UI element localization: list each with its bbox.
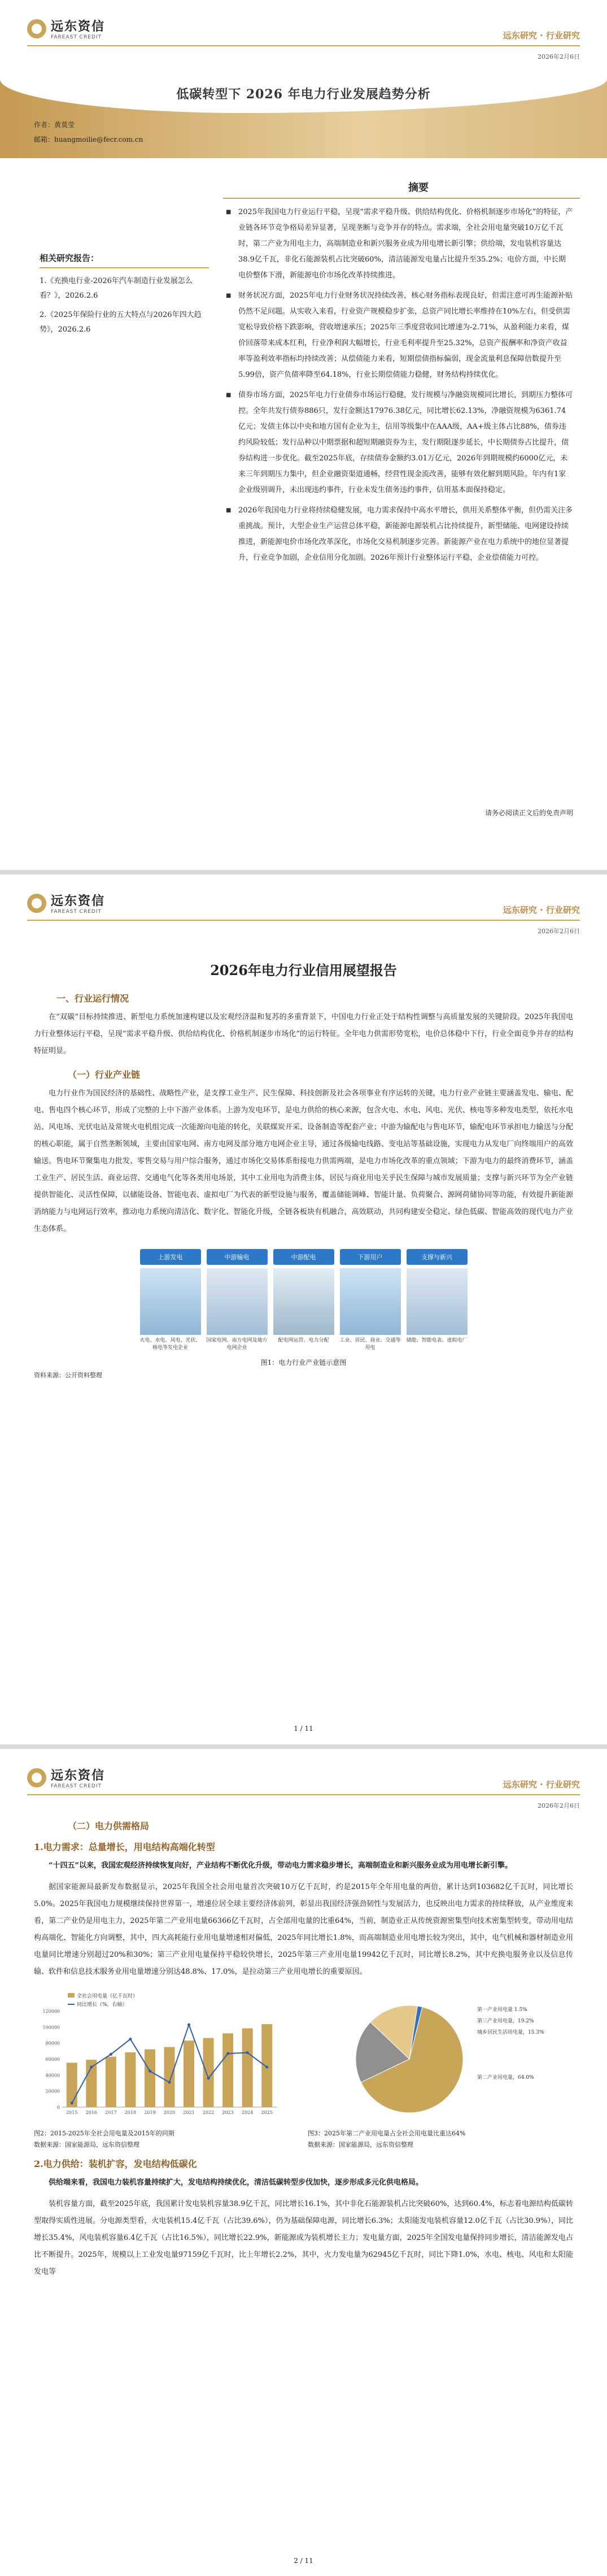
charts-row xyxy=(34,1988,573,2149)
company-logo xyxy=(27,1766,105,1789)
source-note: 资料来源：公开资料整理 xyxy=(34,1372,102,1379)
chain-column xyxy=(140,1249,201,1352)
y-tick-label: 40000 xyxy=(45,2073,60,2078)
bar xyxy=(164,2047,175,2107)
growth-point xyxy=(168,2081,171,2084)
pie-label: 第一产业用电量 1.5% xyxy=(477,2007,527,2013)
growth-point xyxy=(246,2051,249,2054)
storage-image xyxy=(407,1268,468,1335)
author-email: 邮箱：huangmoilie@fecr.com.cn xyxy=(34,136,143,143)
source-note: 数据来源：国家能源局，远东资信整理 xyxy=(308,2141,413,2148)
report-date: 2026年2月6日 xyxy=(538,53,580,60)
page-1 xyxy=(0,0,607,870)
pie-label: 第三产业用电量，19.2% xyxy=(477,2018,534,2024)
report-category: 远东研究 · 行业研究 xyxy=(503,31,580,41)
chain-caption: 国家电网、南方电网及地方电网企业 xyxy=(206,1338,268,1351)
consumer-image xyxy=(340,1268,401,1335)
figure-caption: 图3：2025年第二产业用电量占全社会用电量比重达64% xyxy=(308,2130,466,2137)
growth-point xyxy=(110,2053,112,2056)
header-divider xyxy=(27,920,580,921)
y-tick-label: 80000 xyxy=(45,2040,60,2046)
paragraph-lead: “十四五”以来，我国宏观经济持续恢复向好，产业结构不断优化升级，带动电力需求稳步增长，高端制造业和新兴服务业成为用电增长新引擎。 xyxy=(49,1861,512,1870)
subsection-heading: 1.电力需求：总量增长，用电结构高端化转型 xyxy=(34,1842,215,1852)
growth-point xyxy=(226,2052,229,2055)
report-date: 2026年2月6日 xyxy=(538,928,580,935)
y-tick-label: 20000 xyxy=(45,2088,60,2094)
chain-head: 中游配电 xyxy=(273,1249,334,1265)
paragraph: 在“双碳”目标持续推进、新型电力系统加速构建以及宏观经济温和复苏的多重背景下，中国电力行业正处于结构性调整与高质量发展的关键阶段。2025年我国电力行业整体运行平稳，呈现“需求平稳升级、供给结构优化、价格机制逐步市场化”的运行特征。全年电力供需形势宽松，电价总体稳中下行，行业全面竞争并存的结构特征明显。 xyxy=(34,1013,573,1055)
company-logo xyxy=(27,17,105,40)
substation-image xyxy=(273,1268,334,1335)
chain-column xyxy=(340,1249,401,1352)
y-tick-label: 60000 xyxy=(45,2057,60,2062)
chain-column xyxy=(407,1249,468,1352)
logo-cn: 远东资信 xyxy=(51,1769,106,1783)
subsection-heading: （一）行业产业链 xyxy=(68,1069,141,1080)
growth-point xyxy=(207,2077,210,2080)
report-date: 2026年2月6日 xyxy=(538,1802,580,1809)
growth-point xyxy=(265,2066,268,2069)
summary-body xyxy=(226,204,573,571)
summary-paragraph: ■ 2026年我国电力行业将持续稳健发展，电力需求保持中高水平增长，供用关系整体平衡，但仍需关注多重挑战。预计，大型企业生产运营总体平稳，新能源电源装机占比持续提升，新型储能、电网建设持续推进，新能源电价市场化改革深化，市场化交易机制逐步完善。新能源产业在电力系统中的地位显著提升，行业竞争加剧，企业信用分化加剧。2026年预计行业整体运行平稳，企业偿债能力可控。 xyxy=(226,503,573,566)
consumption-share-chart xyxy=(308,1988,573,2149)
related-title: 相关研究报告： xyxy=(40,252,209,268)
chain-head: 支撑与新兴 xyxy=(407,1249,468,1265)
chain-column xyxy=(273,1249,334,1352)
logo-cn: 远东资信 xyxy=(51,20,106,34)
growth-point xyxy=(71,2101,73,2104)
chain-caption: 工业、居民、商业、交通等用电 xyxy=(339,1338,401,1351)
related-item[interactable]: 1.《充换电行业-2026年汽车制造行业发展怎么看？》，2026.2.6 xyxy=(40,277,193,300)
y-tick-label: 120000 xyxy=(42,2009,60,2014)
legend-swatch xyxy=(68,1993,75,1998)
summary-paragraph: ■ 债券市场方面，2025年电力行业债券市场运行稳健，发行规模与净融资规模同比增长，到期压力整体可控。全年共发行债券886只，发行金额达17976.38亿元，同比增长62.13%，净融资规模为6361.74亿元；发债主体以中央和地方国有企业为主，信用等级集中在AAA级，AA+级主体占比88%，债券违约风险较低；发行品种以中期票据和超短期融资券为主，发行期限逐步延长，中长期债券占比提升，债券结构进一步优化。截至2025年底，存续债券金额约3.01万亿元，2026年到期规模约6000亿元，未来三年到期压力集中，但企业融资渠道通畅，经营性现金流改善，能够有效化解到期风险。年内有1家企业级别调升，未出现违约事件，行业未发生债务违约事件，信用基本面保持稳定。 xyxy=(226,388,573,498)
summary-divider xyxy=(223,198,580,199)
growth-point xyxy=(129,2038,132,2040)
bar xyxy=(242,2028,253,2107)
subsection-heading: （二）电力供需格局 xyxy=(68,1821,150,1831)
bar xyxy=(261,2024,272,2107)
figure-caption: 图1：电力行业产业链示意图 xyxy=(260,1359,347,1367)
source-note: 数据来源：国家能源局，远东资信整理 xyxy=(34,2141,139,2148)
bar xyxy=(67,2062,77,2107)
chain-head: 中游输电 xyxy=(207,1249,268,1265)
paragraph: 据国家能源局最新发布数据显示，2025年我国全社会用电量首次突破10万亿千瓦时，约是2015年全年用电量的两倍，累计达到103682亿千瓦时，同比增长5.0%。2025年我国电力规模继续保持世界第一，增速位居全球主要经济体前列，彰显出我国经济强劲韧性与发展活力，也反映出电力需求的持续释放，从产业维度来看，第二产业仍是用电主力，2025年第二产业用电量66366亿千瓦时，占全部用电量的比重64%，当前，制造业正从传统资源密集型向技术密集型转变，带动用电结构高端化、智能化方向调整，其中，四大高耗能行业用电量增速相对偏低，2025年同比增长1.8%，而高端制造业用电增长较为突出，其中，电气机械和器材制造业用电量同比增速分别超过20%和30%；第三产业用电量保持平稳较快增长，2025年第三产业用电量19942亿千瓦时，同比增长8.2%，其中充换电服务业以及信息传输、软件和信息技术服务业用电量增速分别达48.8%、17.0%，是拉动第三产业用电增长的重要原因。 xyxy=(34,1883,573,1976)
figure-caption: 图2：2015-2025年全社会用电量及2015年的同期 xyxy=(34,2130,174,2137)
chain-column xyxy=(207,1249,268,1352)
x-tick-label: 2021 xyxy=(183,2110,195,2115)
x-tick-label: 2018 xyxy=(124,2110,137,2115)
related-item[interactable]: 2.《2025年保险行业的五大特点与2026年四大趋势》，2026.2.6 xyxy=(40,311,202,334)
logo-en: FAREAST CREDIT xyxy=(51,34,102,40)
pie-label: 城乡居民生活用电量，15.3% xyxy=(477,2030,544,2035)
section-heading: 一、行业运行情况 xyxy=(56,993,129,1004)
logo-icon xyxy=(27,894,46,913)
legend-label: 全社会用电量（亿千瓦时） xyxy=(77,1994,138,1999)
paragraph: 电力行业作为国民经济的基础性、战略性产业，是支撑工业生产、民生保障、科技创新及社会各项事业有序运转的关键，电力行业产业链主要涵盖发电、输电、配电、售电四个核心环节，形成了完整的上中下游产业体系。上游为发电环节，是电力供给的核心来源，包含火电、水电、风电、光伏、核电等多种发电类型，依托水电站、风电场、光伏电站及常规火电机组完成一次能源向电能的转化，关联煤炭开采、设备制造等配套产业；中游为输配电与售电环节，输配电环节承担电力输送与分配的核心职能，属于自然垄断领域，主要由国家电网、南方电网及部分地方电网企业主导，通过各级输电线路、变电站等基础设施，实现电力从发电厂向终端用户的高效输送。售电环节聚集电力批发、零售交易与用户综合服务，通过市场化交易体系衔接电力供需两端，是电力市场化改革的重点领域；下游为电力的最终消费环节，涵盖工业生产、居民生活、商业运营、交通电气化等各类用电场景，其中工业用电为消费主体，居民与商业用电关乎民生保障与城市发展质量；支撑与新兴环节为全产业链提供智能化、灵活性保障，以储能设备、智能电表、虚拟电厂为代表的新型设施与服务，覆盖储能调峰、智能计量、负荷聚合、源网荷储协同等功能，有效提升新能源消纳能力与电网运行效率，推动电力系统向清洁化、数字化、智能化升级，全链各板块有机融合，高效联动，共同构建安全稳定、绿色低碳、智能高效的现代电力产业生态体系。 xyxy=(34,1089,573,1233)
legend-label: 同比增长（%，右轴） xyxy=(77,2002,128,2008)
summary-title: 摘要 xyxy=(408,182,429,194)
page-number: 2 / 11 xyxy=(294,2557,313,2565)
logo-cn: 远东资信 xyxy=(51,894,106,908)
paragraph-lead: 供给端来看，我国电力装机容量持续扩大，发电结构持续优化，清洁低碳转型步伐加快，逐步形成多元化供电格局。 xyxy=(49,2178,423,2187)
y-tick-label: 0 xyxy=(56,2105,60,2110)
pie-label: 第二产业用电量，64.0% xyxy=(477,2075,534,2081)
report-category: 远东研究 · 行业研究 xyxy=(503,1779,580,1790)
x-tick-label: 2016 xyxy=(85,2110,97,2115)
document-title: 2026年电力行业信用展望报告 xyxy=(210,962,397,978)
x-tick-label: 2015 xyxy=(66,2110,78,2115)
x-tick-label: 2017 xyxy=(105,2110,117,2115)
chain-caption: 储能、智能电表、虚拟电厂 xyxy=(406,1338,468,1343)
logo-icon xyxy=(27,19,46,38)
report-title: 低碳转型下 2026 年电力行业发展趋势分析 xyxy=(176,87,431,102)
bar xyxy=(125,2052,136,2107)
growth-point xyxy=(90,2066,93,2069)
page-2 xyxy=(0,874,607,1744)
chain-head: 下游用户 xyxy=(340,1249,401,1265)
x-tick-label: 2019 xyxy=(144,2110,156,2115)
bar xyxy=(203,2038,214,2107)
author: 作者：黄莫莹 xyxy=(34,121,75,129)
y-tick-label: 100000 xyxy=(42,2025,60,2030)
chain-head: 上游发电 xyxy=(140,1249,201,1265)
page-3 xyxy=(0,1749,607,2576)
electricity-consumption-chart xyxy=(34,1988,299,2149)
x-tick-label: 2024 xyxy=(242,2110,254,2115)
growth-point xyxy=(149,2070,151,2073)
paragraph: 装机容量方面，截至2025年底，我国累计发电装机容量38.9亿千瓦，同比增长16.1%，其中非化石能源装机占比突破60%，达到60.4%，标志着电源结构低碳转型取得实质性进展。分电源类型看，火电装机15.4亿千瓦（占比39.6%），仍为基础保障电源，同比增长6.3%；太阳能发电装机容量12.0亿千瓦（占比30.9%），同比增长35.4%，风电装机容量6.4亿千瓦（占比16.5%），同比增长22.9%，新能源成为装机增长主力；发电量方面，2025年全国发电量保持同步增长，清洁能源发电占比不断提升。2025年，规模以上工业发电量97159亿千瓦时，比上年增长2.2%，其中，火力发电量为62945亿千瓦时，同比下降1.0%，水电、核电、风电和太阳能发电等 xyxy=(34,2200,573,2276)
summary-paragraph: ■ 2025年我国电力行业运行平稳，呈现“需求平稳升级、供给结构优化、价格机制逐步市场化”的特征，产业链各环节竞争格局差异显著，呈现垄断与竞争并存的特点。需求端，全社会用电量突破10万亿千瓦时，第二产业为用电主力，高端制造业和新兴服务业成为用电增长新引擎；供给端，发电装机容量达38.9亿千瓦，非化石能源装机占比突破60%，清洁能源发电量占比提升至35.2%；电价方面，中长期电价整体下滑，新能源电价市场化改革持续推进。 xyxy=(226,204,573,284)
bar xyxy=(106,2057,116,2107)
summary-paragraph: ■ 财务状况方面，2025年电力行业财务状况持续改善，核心财务指标表现良好，但需注意可再生能源补贴仍然不足问题。从实收入来看，行业资产规模稳步扩张，总资产同比增长率维持在10%左右，但受供需宽松导致价格下跌影响，营收增速承压；2025年三季度营收同比增速为-2.71%，从盈利能力来看，煤价回落带来成本红利，行业净利润大幅增长，行业毛利率提升至25.32%，总资产报酬率和净资产收益率等盈利效率指标均持续改善；从偿债能力来看，短期偿债指标偏弱，现金流量利息保障倍数提升至5.99倍，资产负债率降至64.18%，行业长期偿债能力稳健，财务结构持续优化。 xyxy=(226,288,573,383)
logo-en: FAREAST CREDIT xyxy=(51,1783,102,1789)
bar xyxy=(184,2040,194,2107)
power-plant-image xyxy=(140,1268,201,1335)
related-reports xyxy=(40,252,209,342)
subsection-heading: 2.电力供给：装机扩容，发电结构低碳化 xyxy=(34,2159,197,2169)
x-tick-label: 2025 xyxy=(261,2110,273,2115)
header-divider xyxy=(27,1794,580,1795)
bar xyxy=(145,2050,155,2107)
growth-point xyxy=(187,2024,190,2026)
bar xyxy=(222,2033,233,2107)
chain-caption: 配电网运营、电力分配 xyxy=(278,1338,329,1343)
logo-en: FAREAST CREDIT xyxy=(51,909,102,915)
bar-chart-svg xyxy=(34,1988,299,2124)
x-tick-label: 2020 xyxy=(163,2110,176,2115)
company-logo xyxy=(27,891,105,915)
pie-chart-svg xyxy=(308,1988,573,2124)
transmission-tower-image xyxy=(207,1268,268,1335)
x-tick-label: 2022 xyxy=(202,2110,215,2115)
report-category: 远东研究 · 行业研究 xyxy=(503,905,580,915)
industry-chain-figure xyxy=(140,1249,468,1367)
chain-caption: 火电、水电、风电、光伏、核电等发电企业 xyxy=(139,1338,201,1351)
logo-icon xyxy=(27,1768,46,1787)
x-tick-label: 2023 xyxy=(222,2110,234,2115)
page-number: 1 / 11 xyxy=(294,1725,313,1733)
header-divider xyxy=(27,45,580,46)
disclaimer: 请务必阅读正文后的免责声明 xyxy=(484,809,573,817)
